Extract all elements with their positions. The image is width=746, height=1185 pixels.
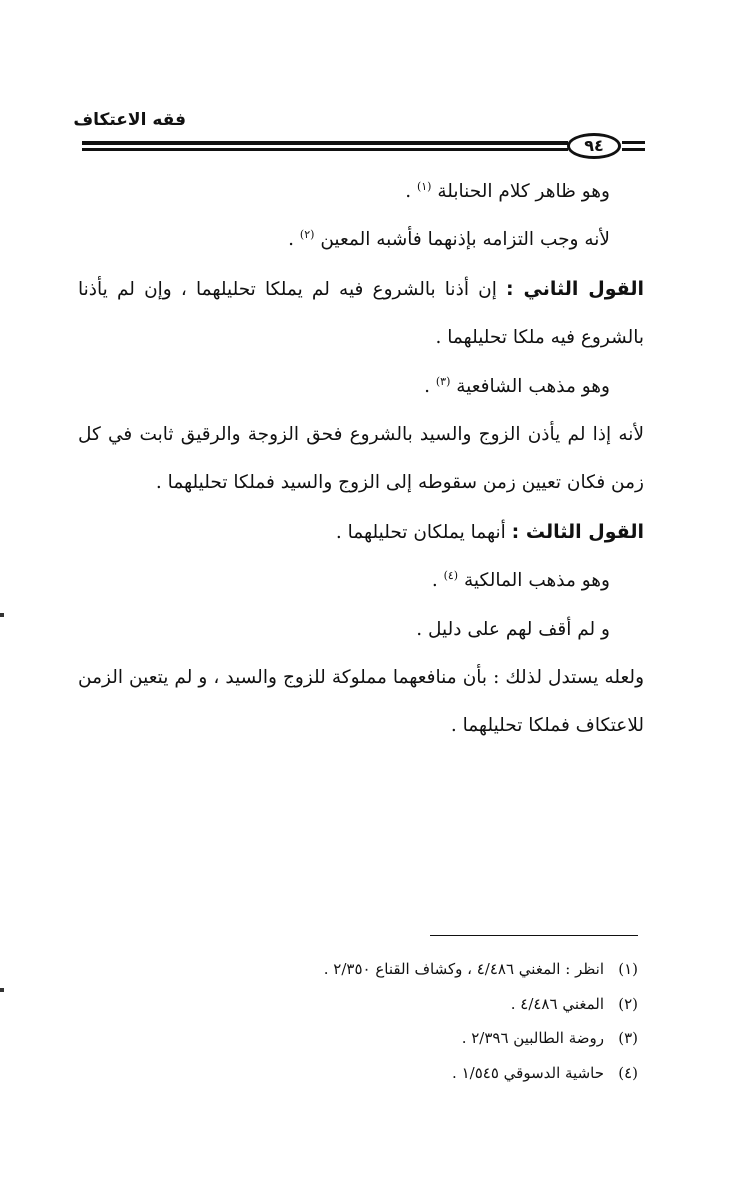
scan-mark [0, 988, 4, 992]
paragraph [78, 606, 644, 654]
paragraph-text: وهو مذهب المالكية [458, 570, 610, 592]
paragraph-text: أنهما يملكان تحليلهما . [335, 521, 512, 543]
footnote [200, 1021, 638, 1056]
footnote-number: (٣) [618, 1029, 638, 1048]
paragraph-text: ولعله يستدل لذلك : بأن منافعهما مملوكة للزوج والسيد ، و لم يتعين الزمن للاعتكاف فملكا تحليلهما . [78, 667, 644, 737]
page-number: ٩٤ [567, 133, 621, 159]
footnote-ref: (٤) [443, 569, 459, 583]
paragraph [78, 363, 644, 411]
footnote-text: انظر : المغني ٤/٤٨٦ ، وكشاف القناع ٢/٣٥٠ . [323, 960, 604, 978]
footnote-ref: (١) [416, 179, 432, 193]
paragraph-text: . [424, 375, 436, 397]
paragraph-text: لأنه إذا لم يأذن الزوج والسيد بالشروع فحق الزوجة والرقيق ثابت في كل زمن فكان تعيين زمن سقوطه إلى الزوج والسيد فملكا تحليلهما . [78, 424, 644, 494]
section-label: القول الثاني : [506, 277, 644, 300]
paragraph [78, 508, 644, 557]
scan-mark [0, 613, 4, 617]
footnote-text: حاشية الدسوقي ١/٥٤٥ . [452, 1063, 604, 1082]
paragraph [78, 411, 644, 508]
paragraph [78, 654, 644, 751]
footnote-ref: (٢) [299, 228, 315, 242]
paragraph [78, 216, 644, 264]
header-rule [622, 148, 645, 151]
paragraph-text: . [431, 570, 444, 592]
footnote-text: روضة الطالبين ٢/٣٩٦ . [461, 1029, 604, 1048]
footnote-number: (٤) [618, 1063, 638, 1082]
footnote-text: المغني ٤/٤٨٦ . [510, 994, 604, 1013]
footnote-ref: (٣) [435, 374, 451, 388]
paragraph [78, 168, 644, 216]
paragraph-text: وهو ظاهر كلام الحنابلة [431, 181, 610, 202]
paragraph [78, 265, 644, 363]
paragraph [78, 557, 644, 605]
paragraph-text: . [288, 229, 300, 251]
main-text [78, 168, 644, 751]
footnote-separator [430, 935, 638, 936]
footnote [200, 987, 638, 1022]
paragraph-text: لأنه وجب التزامه بإذنهما فأشبه المعين [314, 229, 610, 251]
header-rule [82, 148, 568, 151]
paragraph-text: و لم أقف لهم على دليل . [416, 618, 610, 640]
footnote-number: (١) [618, 960, 638, 978]
footnote [200, 952, 638, 987]
header-rule [622, 141, 645, 144]
paragraph-text: وهو مذهب الشافعية [450, 375, 610, 397]
footnote-number: (٢) [618, 994, 638, 1013]
header-rule [82, 141, 568, 145]
paragraph-text: إن أذنا بالشروع فيه لم يملكا تحليلهما ، وإن لم يأذنا بالشروع فيه ملكا تحليلهما . [78, 278, 644, 349]
section-label: القول الثالث : [511, 520, 644, 543]
footnote [200, 1056, 638, 1091]
paragraph-text: . [405, 181, 417, 202]
footnotes [200, 952, 638, 1090]
running-title: فقه الاعتكاف [73, 110, 186, 130]
